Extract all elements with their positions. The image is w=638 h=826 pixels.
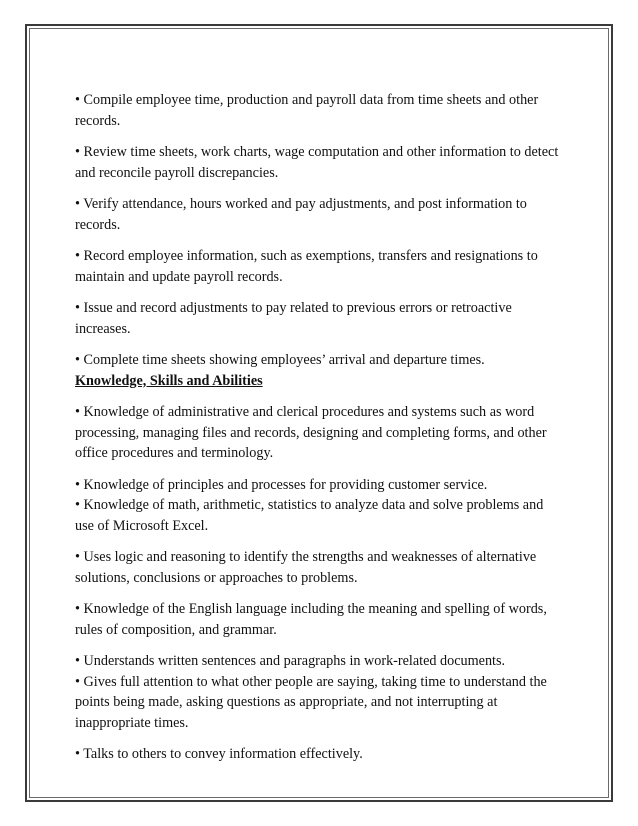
ksa-item: • Knowledge of administrative and clerical procedures and systems such as word processing, managing files and records, designing and completing forms, and other office procedures and terminology. [75, 404, 547, 461]
document-body [75, 90, 565, 776]
ksa-item: • Knowledge of math, arithmetic, statistics to analyze data and solve problems and use of Microsoft Excel. [75, 497, 544, 534]
duty-item: • Complete time sheets showing employees’ arrival and departure times. [75, 352, 485, 368]
duty-item: • Issue and record adjustments to pay related to previous errors or retroactive increases. [75, 300, 512, 337]
ksa-item: • Knowledge of the English language including the meaning and spelling of words, rules of composition, and grammar. [75, 601, 547, 638]
duty-item: • Record employee information, such as exemptions, transfers and resignations to maintain and update payroll records. [75, 248, 538, 285]
ksa-item: • Talks to others to convey information effectively. [75, 746, 363, 762]
ksa-item: • Understands written sentences and paragraphs in work-related documents. [75, 653, 506, 669]
duty-item: • Verify attendance, hours worked and pay adjustments, and post information to records. [75, 196, 527, 233]
duty-item: • Compile employee time, production and payroll data from time sheets and other records. [75, 92, 539, 129]
duty-item: • Review time sheets, work charts, wage computation and other information to detect and reconcile payroll discrepancies. [75, 144, 559, 181]
section-heading: Knowledge, Skills and Abilities [75, 372, 263, 389]
ksa-item: • Uses logic and reasoning to identify the strengths and weaknesses of alternative solutions, conclusions or approaches to problems. [75, 549, 537, 586]
ksa-item: • Gives full attention to what other people are saying, taking time to understand the points being made, asking questions as appropriate, and not interrupting at inappropriate times. [75, 673, 547, 731]
ksa-item: • Knowledge of principles and processes for providing customer service. [75, 476, 488, 493]
